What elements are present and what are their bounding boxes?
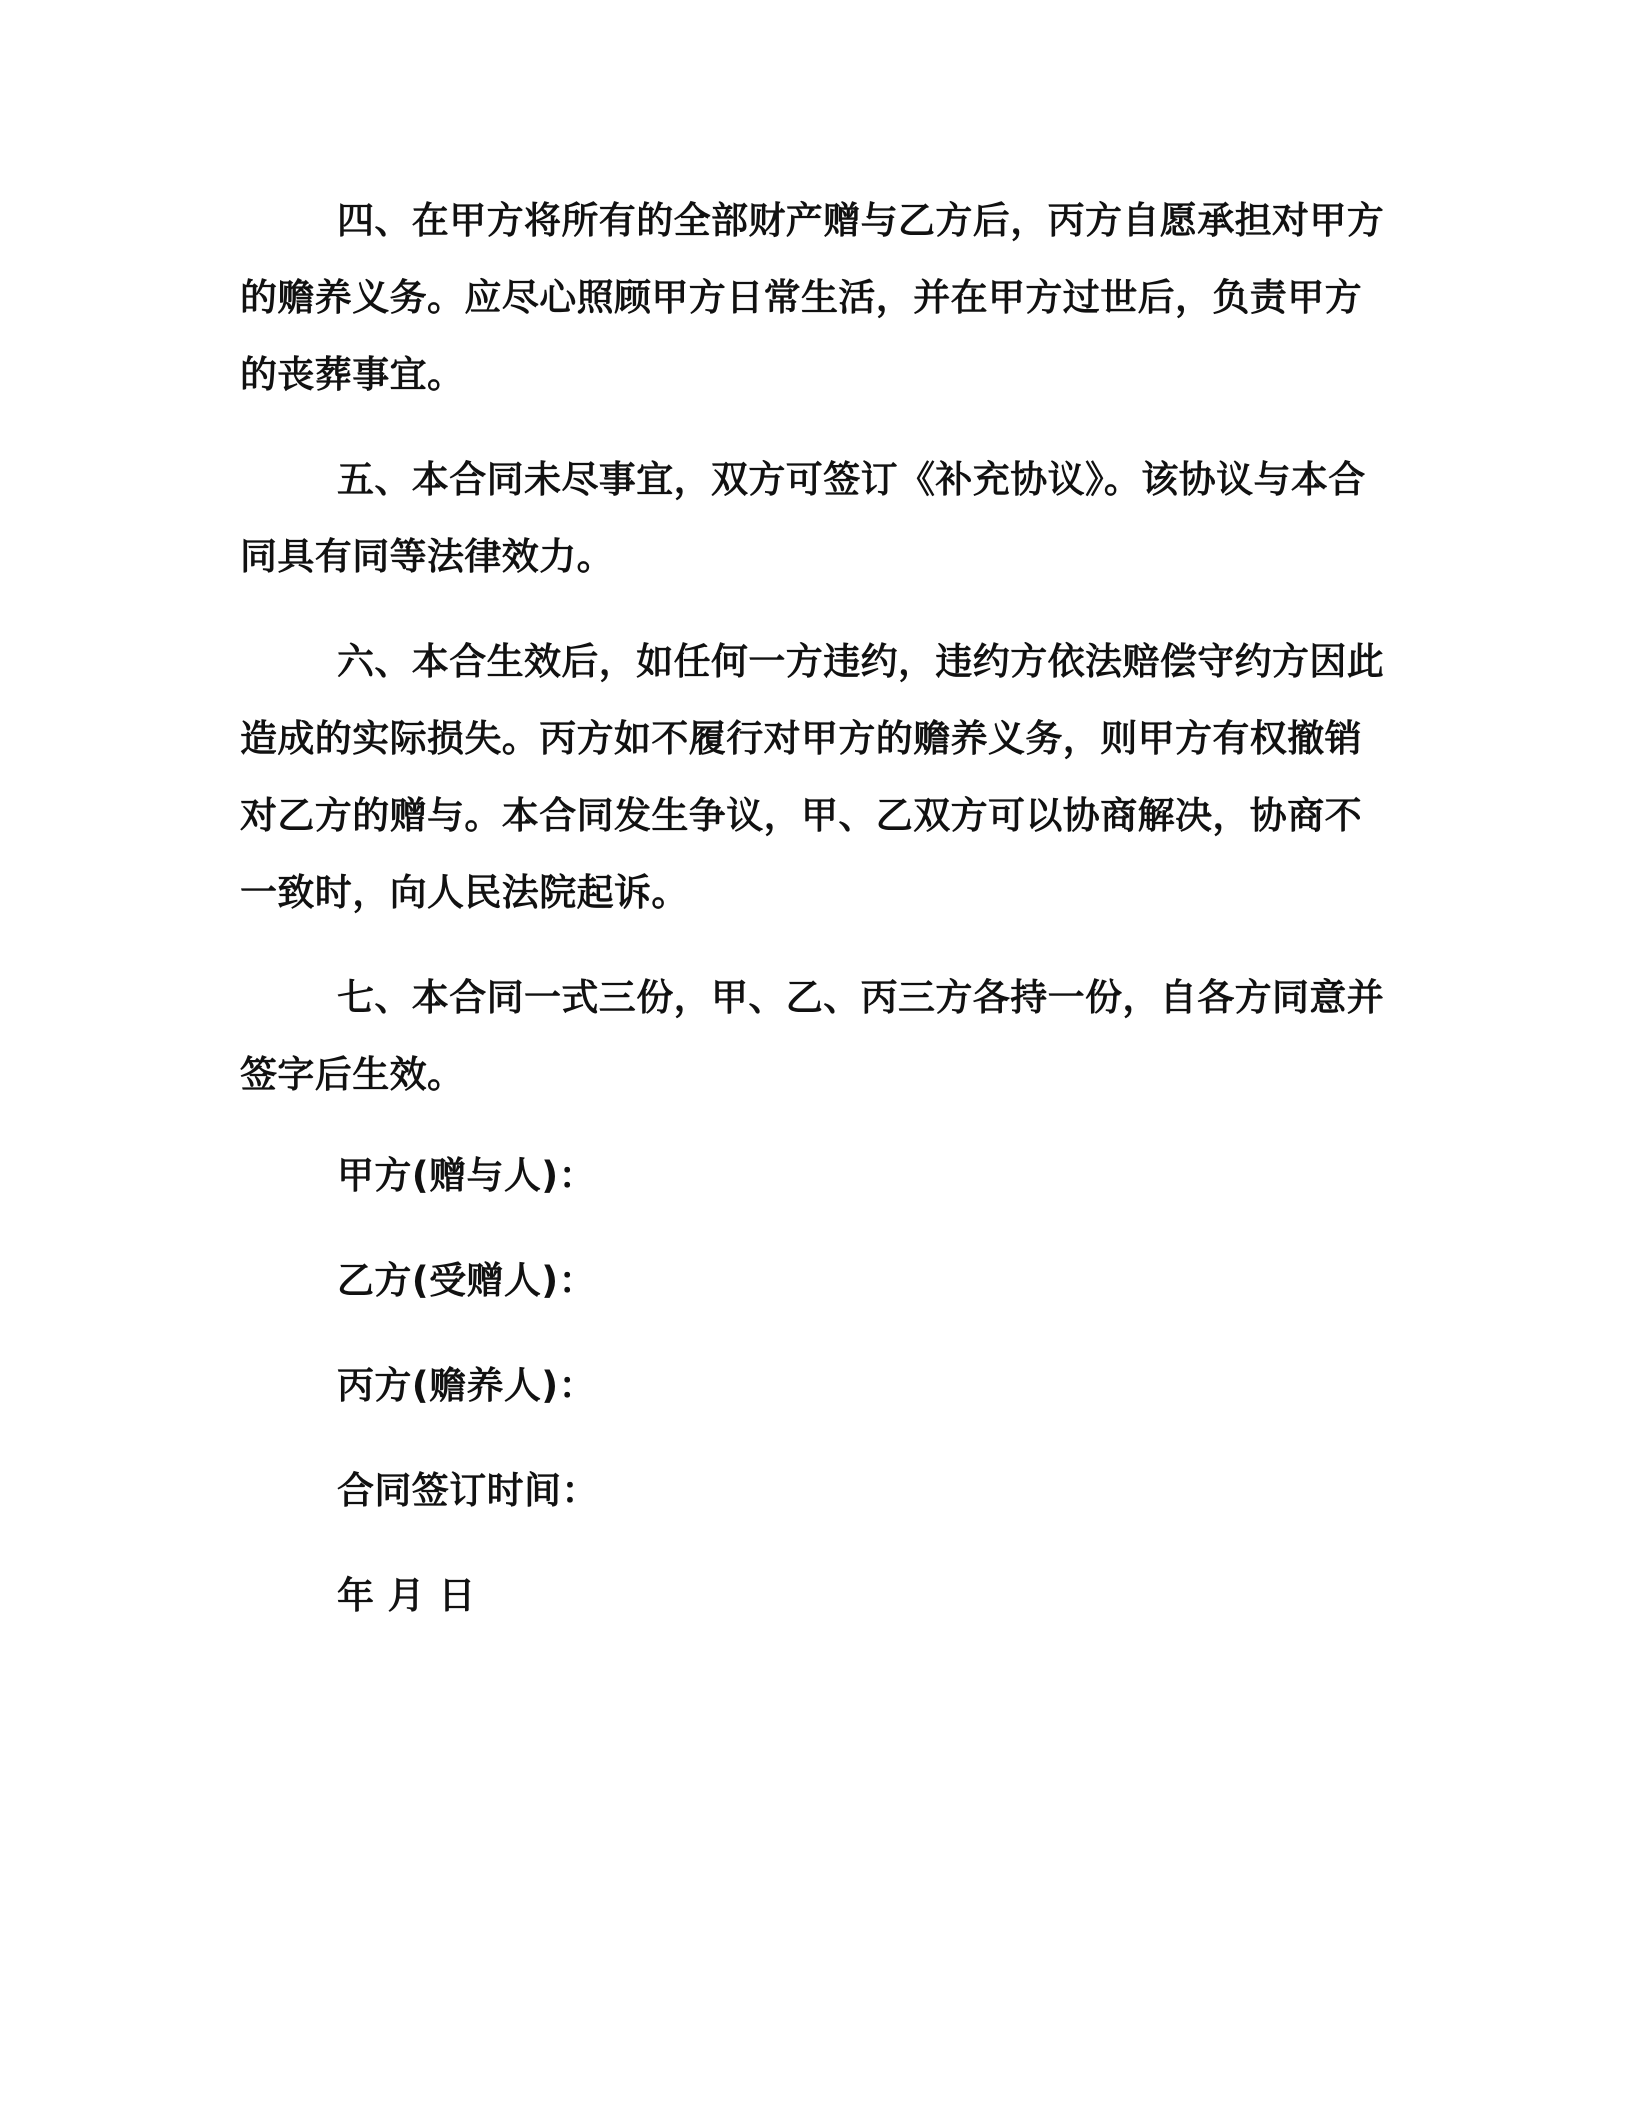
contract-body bbox=[240, 182, 1390, 1113]
sign-time-label: 合同签订时间： bbox=[337, 1469, 599, 1512]
party-b-signature-line: 乙方(受赠人)： bbox=[337, 1259, 597, 1302]
clause-five: 五、本合同未尽事宜，双方可签订《补充协议》。该协议与本合同具有同等法律效力。 bbox=[240, 458, 1366, 578]
clause-seven: 七、本合同一式三份，甲、乙、丙三方各持一份，自各方同意并签字后生效。 bbox=[240, 976, 1385, 1096]
party-c-signature-line: 丙方(赡养人)： bbox=[337, 1364, 597, 1407]
party-a-signature-line: 甲方(赠与人)： bbox=[337, 1154, 597, 1197]
clause-six: 六、本合生效后，如任何一方违约，违约方依法赔偿守约方因此造成的实际损失。丙方如不履行对甲方的赡养义务，则甲方有权撤销对乙方的赠与。本合同发生争议，甲、乙双方可以协商解决，协商不一致时，向人民法院起诉。 bbox=[240, 640, 1385, 914]
signature-block bbox=[337, 1146, 1237, 1671]
clause-four: 四、在甲方将所有的全部财产赠与乙方后，丙方自愿承担对甲方的赡养义务。应尽心照顾甲方日常生活，并在甲方过世后，负责甲方的丧葬事宜。 bbox=[240, 199, 1385, 396]
sign-date-line: 年 月 日 bbox=[337, 1574, 476, 1617]
